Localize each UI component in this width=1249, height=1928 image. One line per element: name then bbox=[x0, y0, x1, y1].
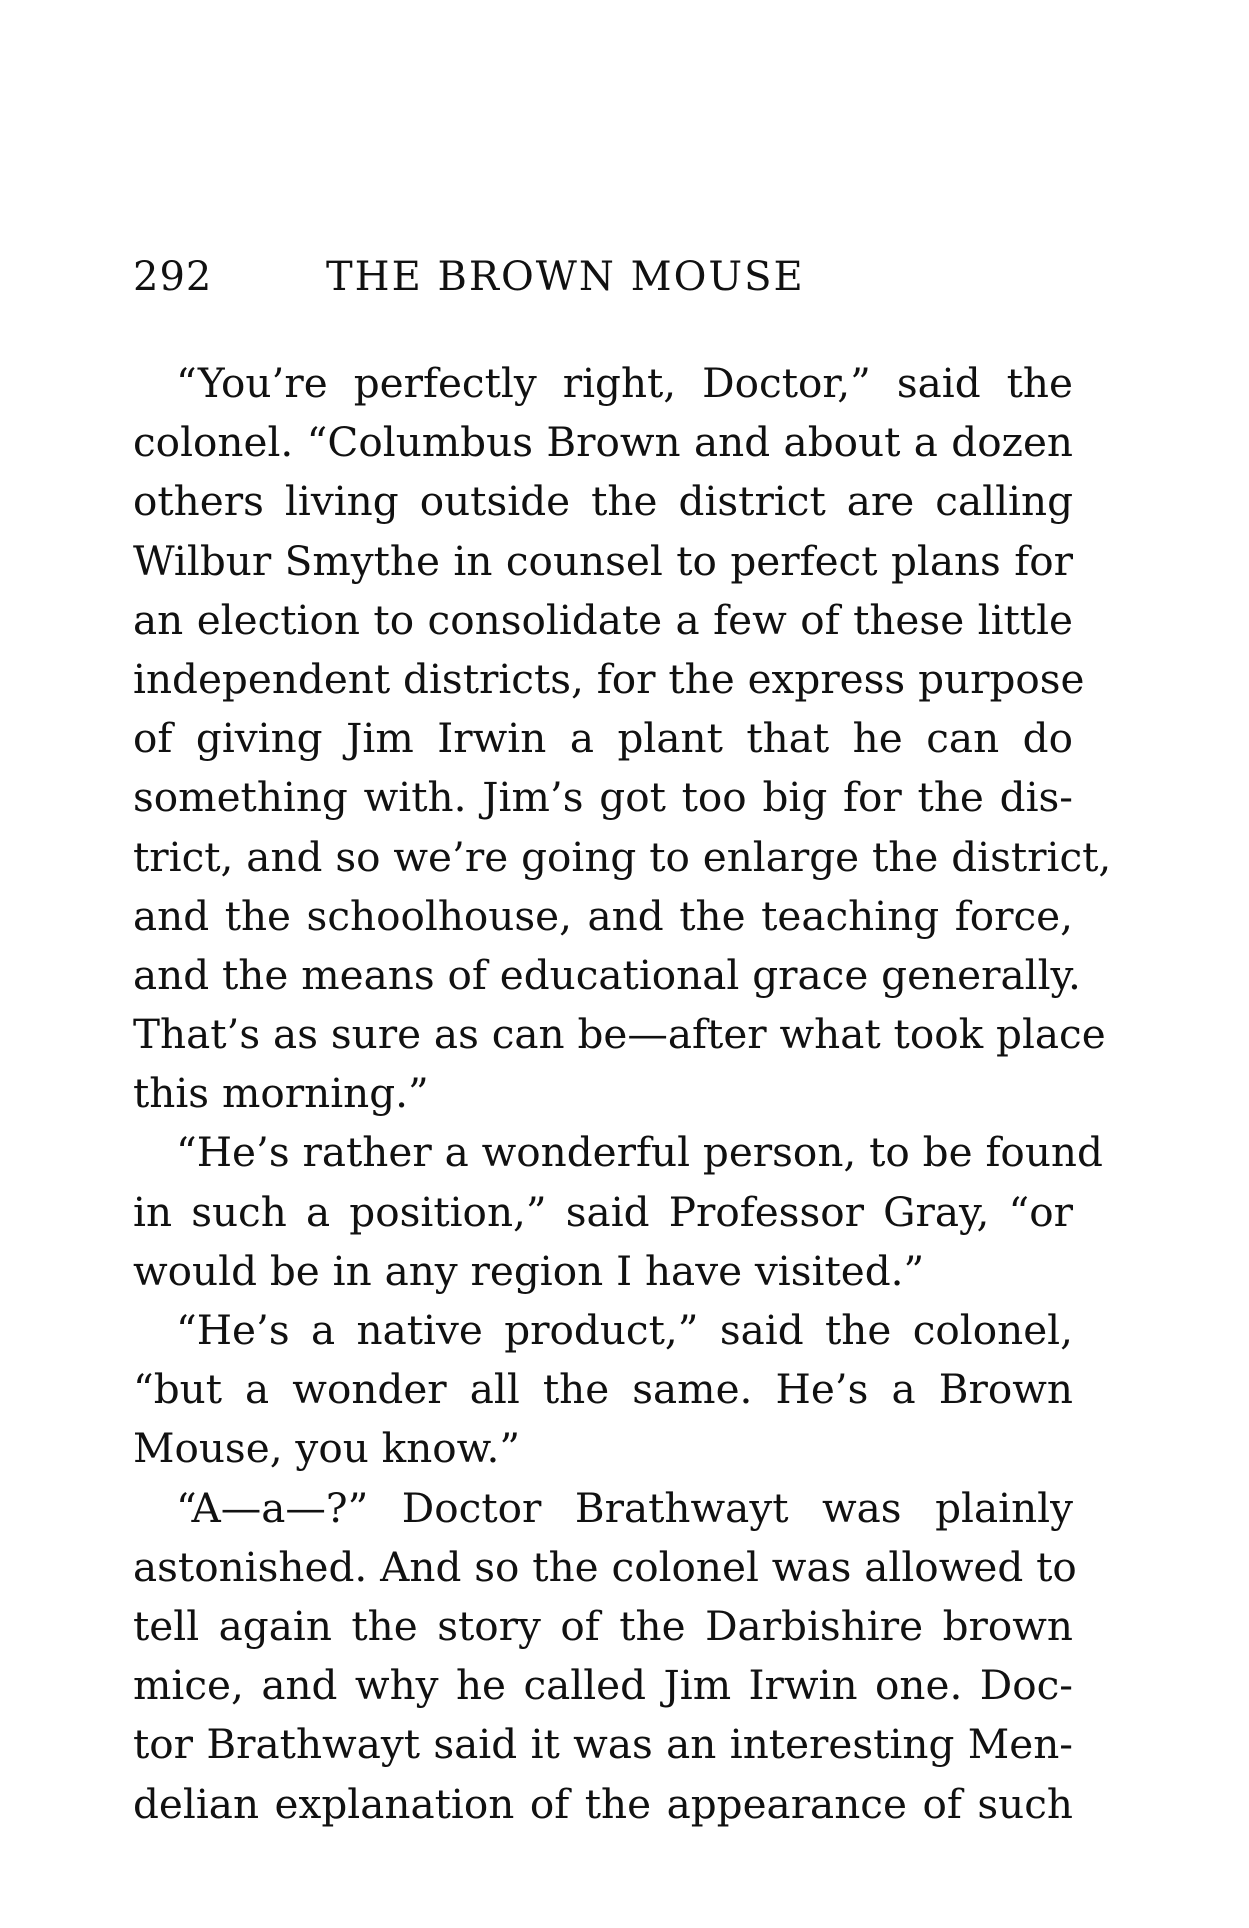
text-line: Wilbur Smythe in counsel to perfect plans for bbox=[133, 536, 1073, 585]
page-number: 292 bbox=[133, 254, 213, 300]
text-line: “but a wonder all the same. He’s a Brown bbox=[133, 1365, 1073, 1414]
text-line: in such a position,” said Professor Gray, “or bbox=[133, 1187, 1073, 1236]
text-line: would be in any region I have visited.” bbox=[133, 1246, 925, 1295]
text-line: That’s as sure as can be—after what took place bbox=[133, 1010, 1106, 1059]
text-line: something with. Jim’s got too big for the dis- bbox=[133, 773, 1073, 822]
text-line: this morning.” bbox=[133, 1069, 429, 1118]
text-line: tor Brathwayt said it was an interesting Men- bbox=[133, 1720, 1073, 1769]
running-title: THE BROWN MOUSE bbox=[326, 254, 805, 300]
text-line: trict, and so we’re going to enlarge the district, bbox=[133, 832, 1112, 881]
text-line: and the schoolhouse, and the teaching force, bbox=[133, 891, 1073, 940]
text-line: “You’re perfectly right, Doctor,” said the bbox=[176, 359, 1073, 407]
text-line: tell again the story of the Darbishire brown bbox=[133, 1601, 1073, 1650]
text-line: mice, and why he called Jim Irwin one. Doc- bbox=[133, 1661, 1073, 1710]
running-head bbox=[133, 252, 1073, 302]
text-line: “He’s a native product,” said the colonel, bbox=[176, 1306, 1073, 1354]
text-line: and the means of educational grace generally. bbox=[133, 950, 1081, 999]
text-line: “A—a—?” Doctor Brathwayt was plainly bbox=[176, 1483, 1073, 1532]
text-line: an election to consolidate a few of these little bbox=[133, 595, 1073, 644]
text-line: colonel. “Columbus Brown and about a dozen bbox=[133, 418, 1073, 467]
text-line: “He’s rather a wonderful person, to be found bbox=[176, 1128, 1103, 1177]
text-line: astonished. And so the colonel was allowed to bbox=[133, 1542, 1077, 1591]
text-line: independent districts, for the express purpose bbox=[133, 654, 1085, 703]
text-line: delian explanation of the appearance of such bbox=[133, 1779, 1073, 1828]
text-line: others living outside the district are calling bbox=[133, 477, 1073, 526]
body-text bbox=[133, 354, 1112, 1834]
text-line: of giving Jim Irwin a plant that he can do bbox=[133, 714, 1073, 763]
text-line: Mouse, you know.” bbox=[133, 1424, 521, 1473]
